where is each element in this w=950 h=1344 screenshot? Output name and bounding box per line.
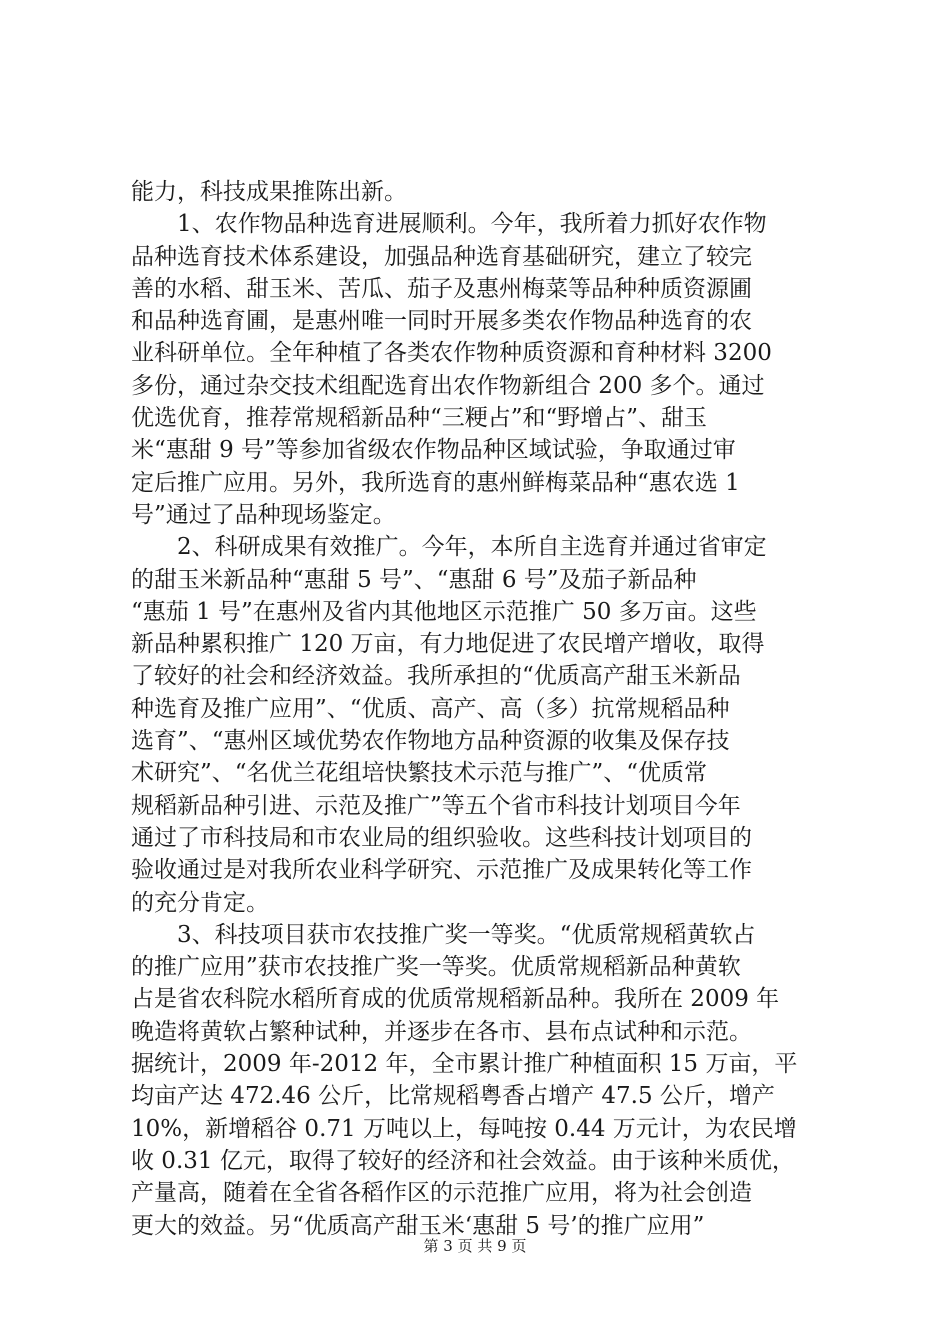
text-line: 的甜玉米新品种“惠甜 5 号”、“惠甜 6 号”及茄子新品种 [131, 566, 697, 593]
text-line: 10%，新增稻谷 0.71 万吨以上，每吨按 0.44 万元计，为农民增 [131, 1115, 797, 1142]
text-line: 据统计，2009 年-2012 年，全市累计推广种植面积 15 万亩，平 [131, 1051, 798, 1078]
text-line: 号”通过了品种现场鉴定。 [131, 501, 396, 528]
text-line: “惠茄 1 号”在惠州及省内其他地区示范推广 50 多万亩。这些 [131, 598, 757, 625]
text-line: 的推广应用”获市农技推广奖一等奖。优质常规稻新品种黄软 [131, 954, 741, 981]
text-line: 产量高，随着在全省各稻作区的示范推广应用，将为社会创造 [131, 1180, 752, 1207]
text-line: 和品种选育圃，是惠州唯一同时开展多类农作物品种选育的农 [131, 308, 752, 335]
text-line: 品种选育技术体系建设，加强品种选育基础研究，建立了较完 [131, 243, 752, 270]
text-line: 定后推广应用。另外，我所选育的惠州鲜梅菜品种“惠农选 1 [131, 469, 740, 496]
text-line: 善的水稻、甜玉米、苦瓜、茄子及惠州梅菜等品种种质资源圃 [131, 275, 752, 302]
text-line: 新品种累积推广 120 万亩，有力地促进了农民增产增收，取得 [131, 631, 765, 658]
text-line: 验收通过是对我所农业科学研究、示范推广及成果转化等工作 [131, 857, 752, 884]
text-line: 占是省农科院水稻所育成的优质常规稻新品种。我所在 2009 年 [131, 986, 780, 1013]
text-line: 收 0.31 亿元，取得了较好的经济和社会效益。由于该种米质优， [131, 1147, 795, 1174]
page-footer: 第 3 页 共 9 页 [423, 1237, 527, 1255]
text-line: 规稻新品种引进、示范及推广”等五个省市科技计划项目今年 [131, 792, 741, 819]
text-line: 多份，通过杂交技术组配选育出农作物新组合 200 多个。通过 [131, 372, 765, 399]
text-line: 更大的效益。另“优质高产甜玉米‘惠甜 5 号’的推广应用” [131, 1212, 705, 1239]
text-line: 能力，科技成果推陈出新。 [131, 179, 407, 205]
text-line: 均亩产达 472.46 公斤，比常规稻粤香占增产 47.5 公斤，增产 [131, 1083, 775, 1110]
text-line: 通过了市科技局和市农业局的组织验收。这些科技计划项目的 [131, 824, 752, 851]
paragraph-start-line: 1、农作物品种选育进展顺利。今年，我所着力抓好农作物 [177, 211, 767, 238]
text-line: 种选育及推广应用”、“优质、高产、高（多）抗常规稻品种 [131, 695, 730, 722]
text-line: 的充分肯定。 [131, 889, 269, 916]
body-text [131, 176, 831, 1242]
paragraph-start-line: 2、科研成果有效推广。今年，本所自主选育并通过省审定 [177, 534, 767, 561]
text-line: 米“惠甜 9 号”等参加省级农作物品种区域试验，争取通过审 [131, 437, 736, 464]
text-line: 了较好的社会和经济效益。我所承担的“优质高产甜玉米新品 [131, 663, 741, 690]
text-line: 选育”、“惠州区域优势农作物地方品种资源的收集及保存技 [131, 728, 730, 755]
paragraph-start-line: 3、科技项目获市农技推广奖一等奖。“优质常规稻黄软占 [177, 921, 756, 948]
text-line: 业科研单位。全年种植了各类农作物种质资源和育种材料 3200 [131, 340, 772, 367]
text-line: 优选优育，推荐常规稻新品种“三粳占”和“野增占”、甜玉 [131, 405, 708, 432]
text-line: 术研究”、“名优兰花组培快繁技术示范与推广”、“优质常 [131, 760, 708, 787]
text-line: 晚造将黄软占繁种试种，并逐步在各市、县布点试种和示范。 [131, 1018, 752, 1045]
